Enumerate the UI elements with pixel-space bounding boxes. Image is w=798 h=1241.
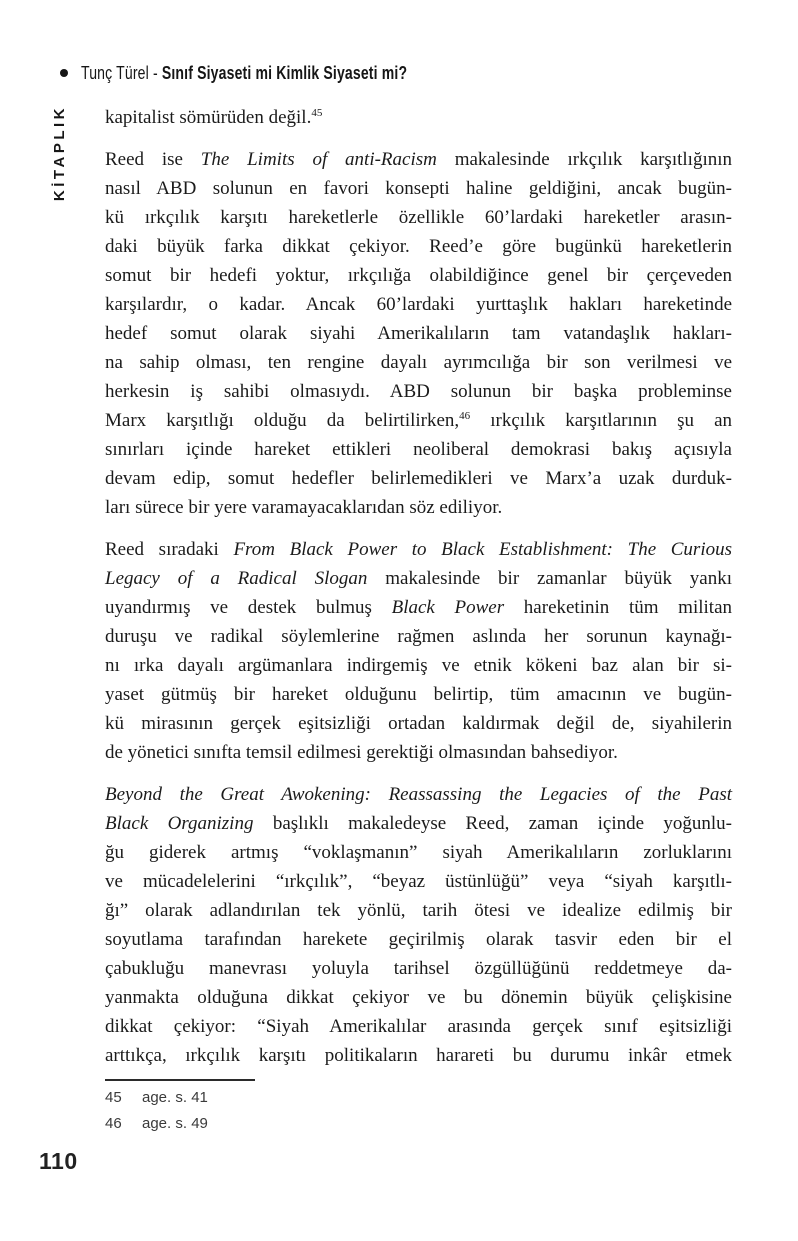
text-line [105,103,732,132]
text-line [105,925,732,954]
text-line [105,709,732,738]
text-line [105,464,732,493]
italic-text-segment: Black Organizing [105,813,254,834]
text-segment: Marx karşıtlığı olduğu da belirtilirken, [105,410,460,431]
text-line [105,406,732,435]
section-vertical-label-text: KİTAPLIK [50,104,68,202]
text-segment: makalesinde ırkçılık karşıtlığının [436,149,732,170]
text-segment: soyutlama tarafından harekete geçirilmiş olarak tasvir eden bir el [105,929,732,950]
text-segment: hedef somut olarak siyahi Amerikalıların tam vatandaşlık hakları- [105,323,732,344]
section-vertical-label [46,84,72,222]
text-segment: Reed ise [105,149,201,170]
text-line [105,680,732,709]
italic-text-segment: The Limits of anti-Racism [200,149,437,170]
text-segment: herkesin iş sahibi olmasıydı. ABD solunun bir başka probleminse [105,381,732,402]
text-line [105,493,732,522]
text-segment: ğu giderek artmış “voklaşmanın” siyah Amerikalıların zorluklarını [105,842,732,863]
text-line [105,290,732,319]
text-segment: na sahip olması, ten rengine dayalı ayrımcılığa bir son verilmesi ve [105,352,732,373]
text-line [105,738,732,767]
text-segment: başlıklı makaledeyse Reed, zaman içinde yoğunlu- [253,813,732,834]
header-author: Tunç Türel [81,63,149,83]
text-segment: daki büyük farka dikkat çekiyor. Reed’e göre bugünkü hareketlerin [105,236,732,257]
footnote-number: 45 [105,1089,122,1106]
running-header [60,63,499,83]
text-segment: ve mücadelelerini “ırkçılık”, “beyaz üstünlüğü” veya “siyah karşıtlı- [105,871,732,892]
footnote-marker: 46 [459,410,471,422]
text-segment: kü mirasının gerçek eşitsizliği ortadan kaldırmak değil de, siyahilerin [105,713,732,734]
text-line [105,780,732,809]
text-line [105,174,732,203]
text-line [105,593,732,622]
text-segment: ırkçılık karşıtlarının şu an [470,410,732,431]
footnote-item [105,1111,208,1137]
footnote-text: age. s. 49 [142,1115,208,1132]
text-segment: de yönetici sınıfta temsil edilmesi gerektiği olmasından bahsediyor. [105,742,618,763]
footnote-rule [105,1079,255,1081]
footnotes [105,1085,208,1137]
italic-text-segment: From Black Power to Black Establishment: The Curious [233,539,732,560]
italic-text-segment: Legacy of a Radical Slogan [105,568,368,589]
header-title: Sınıf Siyaseti mi Kimlik Siyaseti mi? [161,63,408,83]
text-line [105,1041,732,1070]
text-line [105,261,732,290]
text-segment: kü ırkçılık karşıtı hareketlerle özellikle 60’lardaki hareketler arasın- [105,207,732,228]
text-line [105,838,732,867]
text-segment: nı ırka dayalı argümanlara indirgemiş ve etnik kökeni baz alan bir si- [105,655,732,676]
text-segment: ğı” olarak adlandırılan tek yönlü, tarih ötesi ve idealize edilmiş bir [105,900,732,921]
header-separator: - [148,63,162,83]
text-line [105,435,732,464]
text-line [105,867,732,896]
text-segment: sınırları içinde hareket ettikleri neoliberal demokrasi bakış açısıyla [105,439,732,460]
text-segment: hareketinin tüm militan [504,597,732,618]
text-segment: arttıkça, ırkçılık karşıtı politikaların harareti bu durumu inkâr etmek [105,1045,732,1066]
text-segment: yaset gütmüş bir hareket olduğunu belirtip, tüm amacının ve bugün- [105,684,732,705]
text-segment: uyandırmış ve destek bulmuş [105,597,392,618]
footnote-marker: 45 [311,107,323,119]
footnote-item [105,1085,208,1111]
text-line [105,145,732,174]
italic-text-segment: Black Power [391,597,505,618]
text-segment: nasıl ABD solunun en favori konsepti haline geldiğini, ancak bugün- [105,178,732,199]
text-segment: devam edip, somut hedefler belirlemedikleri ve Marx’a uzak durduk- [105,468,732,489]
footnote-text: age. s. 41 [142,1089,208,1106]
text-line [105,348,732,377]
bullet-icon [60,69,68,77]
text-line [105,809,732,838]
paragraph [105,780,732,1070]
page-number: 110 [39,1148,78,1174]
text-segment: dikkat çekiyor: “Siyah Amerikalılar arasında gerçek sınıf eşitsizliği [105,1016,732,1037]
paragraph [105,535,732,767]
text-segment: çabukluğu manevrası yoluyla tarihsel özgüllüğünü reddetmeye da- [105,958,732,979]
text-line [105,983,732,1012]
text-segment: ları sürece bir yere varamayacaklarıdan söz ediliyor. [105,497,503,518]
text-segment: makalesinde bir zamanlar büyük yankı [367,568,732,589]
text-line [105,622,732,651]
text-line [105,1012,732,1041]
text-line [105,896,732,925]
text-segment: kapitalist sömürüden değil. [105,107,312,128]
paragraph [105,103,732,132]
running-header-text [81,63,407,83]
text-line [105,564,732,593]
text-line [105,203,732,232]
text-segment: Reed sıradaki [105,539,234,560]
text-line [105,954,732,983]
text-line [105,319,732,348]
text-line [105,232,732,261]
text-line [105,377,732,406]
text-segment: yanmakta olduğuna dikkat çekiyor ve bu dönemin büyük çelişkisine [105,987,732,1008]
body-text [105,103,732,1083]
text-segment: duruşu ve radikal söylemlerine rağmen aslında her sorunun kaynağı- [105,626,732,647]
paragraph [105,145,732,522]
text-line [105,535,732,564]
text-segment: karşılardır, o kadar. Ancak 60’lardaki yurttaşlık hakları hareketinde [105,294,732,315]
italic-text-segment: Beyond the Great Awokening: Reassassing the Legacies of the Past [105,784,732,805]
text-line [105,651,732,680]
text-segment: somut bir hedefi yoktur, ırkçılığa olabildiğince genel bir çerçeveden [105,265,732,286]
footnote-number: 46 [105,1115,122,1132]
